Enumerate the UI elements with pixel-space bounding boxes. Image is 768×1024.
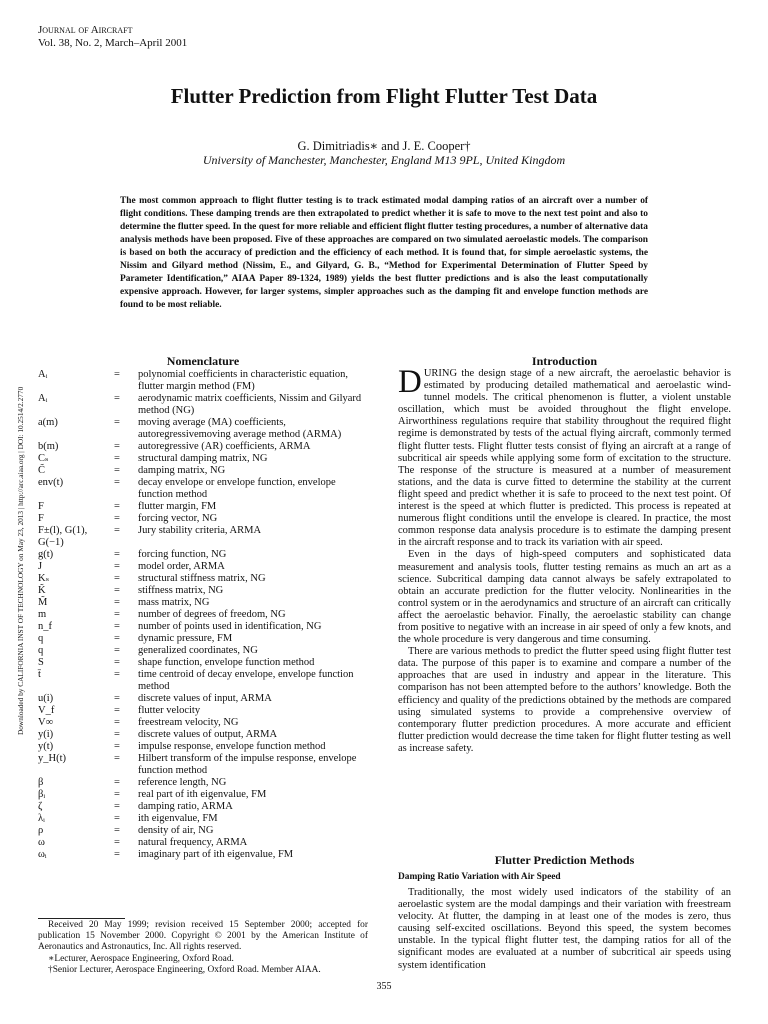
methods-body xyxy=(398,887,731,972)
nomenclature-equals: = xyxy=(114,705,120,716)
nomenclature-entry xyxy=(38,849,373,861)
introduction-heading: Introduction xyxy=(531,354,598,368)
nomenclature-equals: = xyxy=(114,393,120,404)
nomenclature-symbol: λᵢ xyxy=(38,813,45,824)
nomenclature-symbol: q xyxy=(38,645,44,656)
nomenclature-symbol: y(t) xyxy=(38,741,54,752)
nomenclature-definition: reference length, NG xyxy=(138,777,227,788)
nomenclature-symbol: y(i) xyxy=(38,729,54,740)
nomenclature-entry xyxy=(38,393,373,417)
nomenclature-entry xyxy=(38,561,373,573)
nomenclature-definition: number of points used in identification, NG xyxy=(138,621,322,632)
nomenclature-entry xyxy=(38,369,373,393)
nomenclature-entry xyxy=(38,789,373,801)
nomenclature-equals: = xyxy=(114,525,120,536)
nomenclature-entry xyxy=(38,537,373,549)
nomenclature-symbol: β xyxy=(38,777,44,788)
nomenclature-equals: = xyxy=(114,825,120,836)
nomenclature-symbol: M̃ xyxy=(38,597,48,608)
nomenclature-entry xyxy=(38,525,373,537)
nomenclature-entry xyxy=(38,801,373,813)
nomenclature-symbol: ζ xyxy=(38,801,43,812)
introduction-body xyxy=(398,364,731,755)
nomenclature-definition: freestream velocity, NG xyxy=(138,717,239,728)
nomenclature-symbol: y_H(t) xyxy=(38,753,66,764)
nomenclature-equals: = xyxy=(114,453,120,464)
nomenclature-entry xyxy=(38,693,373,705)
nomenclature-definition: aerodynamic matrix coefficients, Nissim and Gilyard method (NG) xyxy=(138,393,362,416)
nomenclature-definition: decay envelope or envelope function, envelope function method xyxy=(138,477,336,500)
nomenclature-entry xyxy=(38,729,373,741)
intro-paragraph-2: Even in the days of high-speed computers and sophisticated data measurement and analysis tools, flutter testing remains as much an art as a science. Subcritical damping data cannot always be safely extrapolated to obtain an accurate prediction for the flutter velocity. Nonlinearities in the control system or in the aerodynamics and structure of an aircraft can critically affect the aeroelastic behavior. Finally, the aeroelastic stability can change from positive to negative with an increase in air speed of only a few knots, and the whole procedure is very dangerous and time consuming. xyxy=(398,549,731,646)
nomenclature-equals: = xyxy=(114,777,120,788)
nomenclature-equals: = xyxy=(114,513,120,524)
nomenclature-definition: forcing vector, NG xyxy=(138,513,218,524)
methods-paragraph-1: Traditionally, the most widely used indicators of the stability of an aeroelastic system are the modal dampings and their variation with freestream velocity. At flutter, the damping in at least one of the modes is zero, thus causing self-excited oscillations. Beyond this speed, the system becomes unstable. In the typical flight flutter test, the damping ratios for all of the significant modes are evaluated at a number of subcritical air speeds using system identification xyxy=(398,887,731,971)
nomenclature-symbol: F±(l), G(1), xyxy=(38,525,88,536)
nomenclature-symbol: a(m) xyxy=(38,417,58,428)
nomenclature-entry xyxy=(38,753,373,777)
nomenclature-entry xyxy=(38,633,373,645)
intro-paragraph-1-text: URING the design stage of a new aircraft, the aeroelastic behavior is estimated by producing detailed mathematical and aeroelastic wind-tunnel models. The critical phenomenon is flutter, a violent unstable oscillation, which must be avoided throughout the flight envelope. Airworthiness regulations require that stability throughout the required flight regime is demonstrated by tests of the actual flying aircraft, commonly termed flight flutter tests. Flight flutter tests consist of flying an aircraft at a range of subcritical air speeds while applying some form of excitation to the structure. The response of the structure is measured at a number of measurement stations, and the data is curve fitted to determine the stability at the current flight speed and predict whether it is safe to proceed to the next test point. Of interest is the speed at which flutter is predicted. This process is repeated at numerous flight conditions until the envelope is cleared. In practice, the most common response data analysis procedure is to estimate the damping present in the aircraft response and to track its variation with air speed. xyxy=(398,368,731,549)
nomenclature-definition: mass matrix, NG xyxy=(138,597,210,608)
nomenclature-equals: = xyxy=(114,633,120,644)
nomenclature-definition: damping ratio, ARMA xyxy=(138,801,233,812)
nomenclature-symbol: g(t) xyxy=(38,549,54,560)
nomenclature-symbol: βᵢ xyxy=(38,789,46,800)
nomenclature-entry xyxy=(38,573,373,585)
nomenclature-equals: = xyxy=(114,441,120,452)
nomenclature-equals: = xyxy=(114,573,120,584)
footnote-author-1: ∗Lecturer, Aerospace Engineering, Oxford Road. xyxy=(48,953,234,964)
nomenclature-definition: discrete values of input, ARMA xyxy=(138,693,272,704)
nomenclature-equals: = xyxy=(114,549,120,560)
nomenclature-symbol: ρ xyxy=(38,825,44,836)
nomenclature-equals: = xyxy=(114,729,120,740)
nomenclature-symbol: u(i) xyxy=(38,693,54,704)
nomenclature-symbol: Cₛ xyxy=(38,453,49,464)
nomenclature-entry xyxy=(38,597,373,609)
nomenclature-equals: = xyxy=(114,801,120,812)
nomenclature-entry xyxy=(38,417,373,441)
nomenclature-symbol: F xyxy=(38,501,44,512)
nomenclature-equals: = xyxy=(114,837,120,848)
nomenclature-equals: = xyxy=(114,417,120,428)
nomenclature-definition: stiffness matrix, NG xyxy=(138,585,224,596)
nomenclature-equals: = xyxy=(114,621,120,632)
paper-affiliation: University of Manchester, Manchester, England M13 9PL, United Kingdom xyxy=(202,153,566,167)
nomenclature-symbol: G(−1) xyxy=(38,537,64,548)
nomenclature-equals: = xyxy=(114,609,120,620)
nomenclature-symbol: m xyxy=(38,609,47,620)
nomenclature-entry xyxy=(38,513,373,525)
nomenclature-equals: = xyxy=(114,645,120,656)
drop-cap: D xyxy=(398,364,422,400)
nomenclature-entry xyxy=(38,705,373,717)
nomenclature-entry xyxy=(38,837,373,849)
nomenclature-entry xyxy=(38,609,373,621)
nomenclature-symbol: ωᵢ xyxy=(38,849,47,860)
footnote-received: Received 20 May 1999; revision received 15 September 2000; accepted for publication 15 November 2000. Copyright © 2001 by the American Institute of Aeronautics and Astronautics, Inc. All rights reserved. xyxy=(38,920,368,953)
page-number: 355 xyxy=(376,981,392,992)
nomenclature-definition: structural damping matrix, NG xyxy=(138,453,268,464)
download-notice: Downloaded by CALIFORNIA INST OF TECHNOLOGY on May 23, 2013 | http://arc.aiaa.org | DOI: 10.2514/2.2770 xyxy=(16,386,25,735)
journal-volume: Vol. 38, No. 2, March–April 2001 xyxy=(38,37,188,49)
nomenclature-definition: number of degrees of freedom, NG xyxy=(138,609,286,620)
nomenclature-definition: flutter velocity xyxy=(138,705,201,716)
nomenclature-equals: = xyxy=(114,741,120,752)
nomenclature-definition: dynamic pressure, FM xyxy=(138,633,233,644)
nomenclature-equals: = xyxy=(114,369,120,380)
nomenclature-equals: = xyxy=(114,789,120,800)
download-sidebar xyxy=(4,295,25,735)
nomenclature-symbol: ω xyxy=(38,837,45,848)
nomenclature-definition: ith eigenvalue, FM xyxy=(138,813,218,824)
nomenclature-equals: = xyxy=(114,849,120,860)
nomenclature-equals: = xyxy=(114,717,120,728)
nomenclature-symbol: Aᵢ xyxy=(38,393,48,404)
nomenclature-definition: density of air, NG xyxy=(138,825,214,836)
footnote-author-2: †Senior Lecturer, Aerospace Engineering, Oxford Road. Member AIAA. xyxy=(48,964,321,975)
paper-title: Flutter Prediction from Flight Flutter Test Data xyxy=(170,84,598,108)
nomenclature-entry xyxy=(38,465,373,477)
nomenclature-heading: Nomenclature xyxy=(166,354,240,368)
nomenclature-symbol: J xyxy=(38,561,43,572)
nomenclature-definition: moving average (MA) coefficients, autoregressivemoving average method (ARMA) xyxy=(138,417,342,440)
nomenclature-definition: real part of ith eigenvalue, FM xyxy=(138,789,267,800)
nomenclature-equals: = xyxy=(114,477,120,488)
nomenclature-symbol: env(t) xyxy=(38,477,64,488)
nomenclature-definition: autoregressive (AR) coefficients, ARMA xyxy=(138,441,311,452)
nomenclature-definition: polynomial coefficients in characteristic equation, flutter margin method (FM) xyxy=(138,369,349,392)
nomenclature-equals xyxy=(114,537,138,549)
nomenclature-entry xyxy=(38,669,373,693)
nomenclature-entry xyxy=(38,813,373,825)
nomenclature-symbol: n_f xyxy=(38,621,52,632)
intro-paragraph-1 xyxy=(398,364,731,549)
nomenclature-definition: structural stiffness matrix, NG xyxy=(138,573,266,584)
nomenclature-equals: = xyxy=(114,585,120,596)
nomenclature-equals: = xyxy=(114,597,120,608)
nomenclature-definition: flutter margin, FM xyxy=(138,501,217,512)
nomenclature-definition: Hilbert transform of the impulse response, envelope function method xyxy=(138,753,357,776)
nomenclature-symbol: t̄ xyxy=(38,669,41,680)
nomenclature-symbol: q xyxy=(38,633,44,644)
nomenclature-entry xyxy=(38,777,373,789)
nomenclature-definition: imaginary part of ith eigenvalue, FM xyxy=(138,849,294,860)
nomenclature-definition: time centroid of decay envelope, envelope function method xyxy=(138,669,354,692)
nomenclature-symbol: Kₛ xyxy=(38,573,50,584)
nomenclature-symbol: K̃ xyxy=(38,585,46,596)
nomenclature-entry xyxy=(38,585,373,597)
footnotes xyxy=(38,920,368,976)
nomenclature-entry xyxy=(38,825,373,837)
nomenclature-equals: = xyxy=(114,693,120,704)
nomenclature-symbol: Aᵢ xyxy=(38,369,48,380)
nomenclature-entry xyxy=(38,441,373,453)
journal-name: Journal of Aircraft xyxy=(38,24,133,36)
nomenclature-entry xyxy=(38,717,373,729)
nomenclature-equals: = xyxy=(114,561,120,572)
nomenclature-entry xyxy=(38,477,373,501)
intro-paragraph-3: There are various methods to predict the flutter speed using flight flutter test data. The purpose of this paper is to examine and compare a number of the approaches that are used in industry and appear in the literature. This comparison has not been attempted before to the authors’ knowledge. Both the efficiency and quality of the predictions obtained by the methods are compared using simulated systems to provide a comprehensive overview of contemporary flutter prediction procedures. A more accurate and efficient flutter prediction would decrease the time taken for flight flutter testing as well as increase safety. xyxy=(398,646,731,754)
damping-subheading: Damping Ratio Variation with Air Speed xyxy=(398,872,561,882)
nomenclature-definition: model order, ARMA xyxy=(138,561,225,572)
nomenclature-symbol: F xyxy=(38,513,44,524)
nomenclature-entry xyxy=(38,621,373,633)
nomenclature-definition: damping matrix, NG xyxy=(138,465,226,476)
nomenclature-definition: Jury stability criteria, ARMA xyxy=(138,525,262,536)
paper-authors: G. Dimitriadis∗ and J. E. Cooper† xyxy=(297,139,471,153)
nomenclature-symbol: V_f xyxy=(38,705,55,716)
nomenclature-definition: natural frequency, ARMA xyxy=(138,837,248,848)
nomenclature-entry xyxy=(38,741,373,753)
nomenclature-equals: = xyxy=(114,501,120,512)
nomenclature-entry xyxy=(38,645,373,657)
footnote-rule xyxy=(38,918,125,919)
abstract: The most common approach to flight flutter testing is to track estimated modal damping ratios of an aircraft over a number of flight conditions. These damping trends are then extrapolated to predict whether it is safe to move to the next test point and also to determine the flutter speed. In the quest for more reliable and efficient flight flutter testing procedures, a number of alternative data analysis methods have been proposed. Five of these approaches are compared on two simulated aeroelastic models. The comparison is based on both the accuracy of prediction and the efficiency of each method. It is found that, for simple aeroelastic systems, the Nissim and Gilyard method (Nissim, E., and Gilyard, G. B., “Method for Experimental Determination of Flutter Speed by Parameter Identification,” AIAA Paper 89-1324, 1989) yields the best flutter predictions and is also the least computationally expensive approach. However, for larger systems, simpler approaches such as the damping fit and envelope function methods are found to be most reliable. xyxy=(120,196,648,310)
methods-heading: Flutter Prediction Methods xyxy=(494,853,635,867)
nomenclature-definition: discrete values of output, ARMA xyxy=(138,729,278,740)
nomenclature-list xyxy=(38,369,373,861)
nomenclature-equals: = xyxy=(114,657,120,668)
nomenclature-equals: = xyxy=(114,813,120,824)
nomenclature-definition: impulse response, envelope function method xyxy=(138,741,326,752)
nomenclature-equals: = xyxy=(114,753,120,764)
journal-header xyxy=(38,24,187,50)
nomenclature-entry xyxy=(38,549,373,561)
nomenclature-equals: = xyxy=(114,465,120,476)
nomenclature-definition: shape function, envelope function method xyxy=(138,657,315,668)
nomenclature-definition xyxy=(138,537,373,549)
nomenclature-equals: = xyxy=(114,669,120,680)
nomenclature-symbol: V∞ xyxy=(38,717,54,728)
nomenclature-definition: forcing function, NG xyxy=(138,549,227,560)
nomenclature-entry xyxy=(38,657,373,669)
nomenclature-symbol: C̃ xyxy=(38,465,46,476)
nomenclature-symbol: b(m) xyxy=(38,441,59,452)
nomenclature-symbol: S xyxy=(38,657,44,668)
nomenclature-entry xyxy=(38,453,373,465)
nomenclature-entry xyxy=(38,501,373,513)
nomenclature-definition: generalized coordinates, NG xyxy=(138,645,258,656)
